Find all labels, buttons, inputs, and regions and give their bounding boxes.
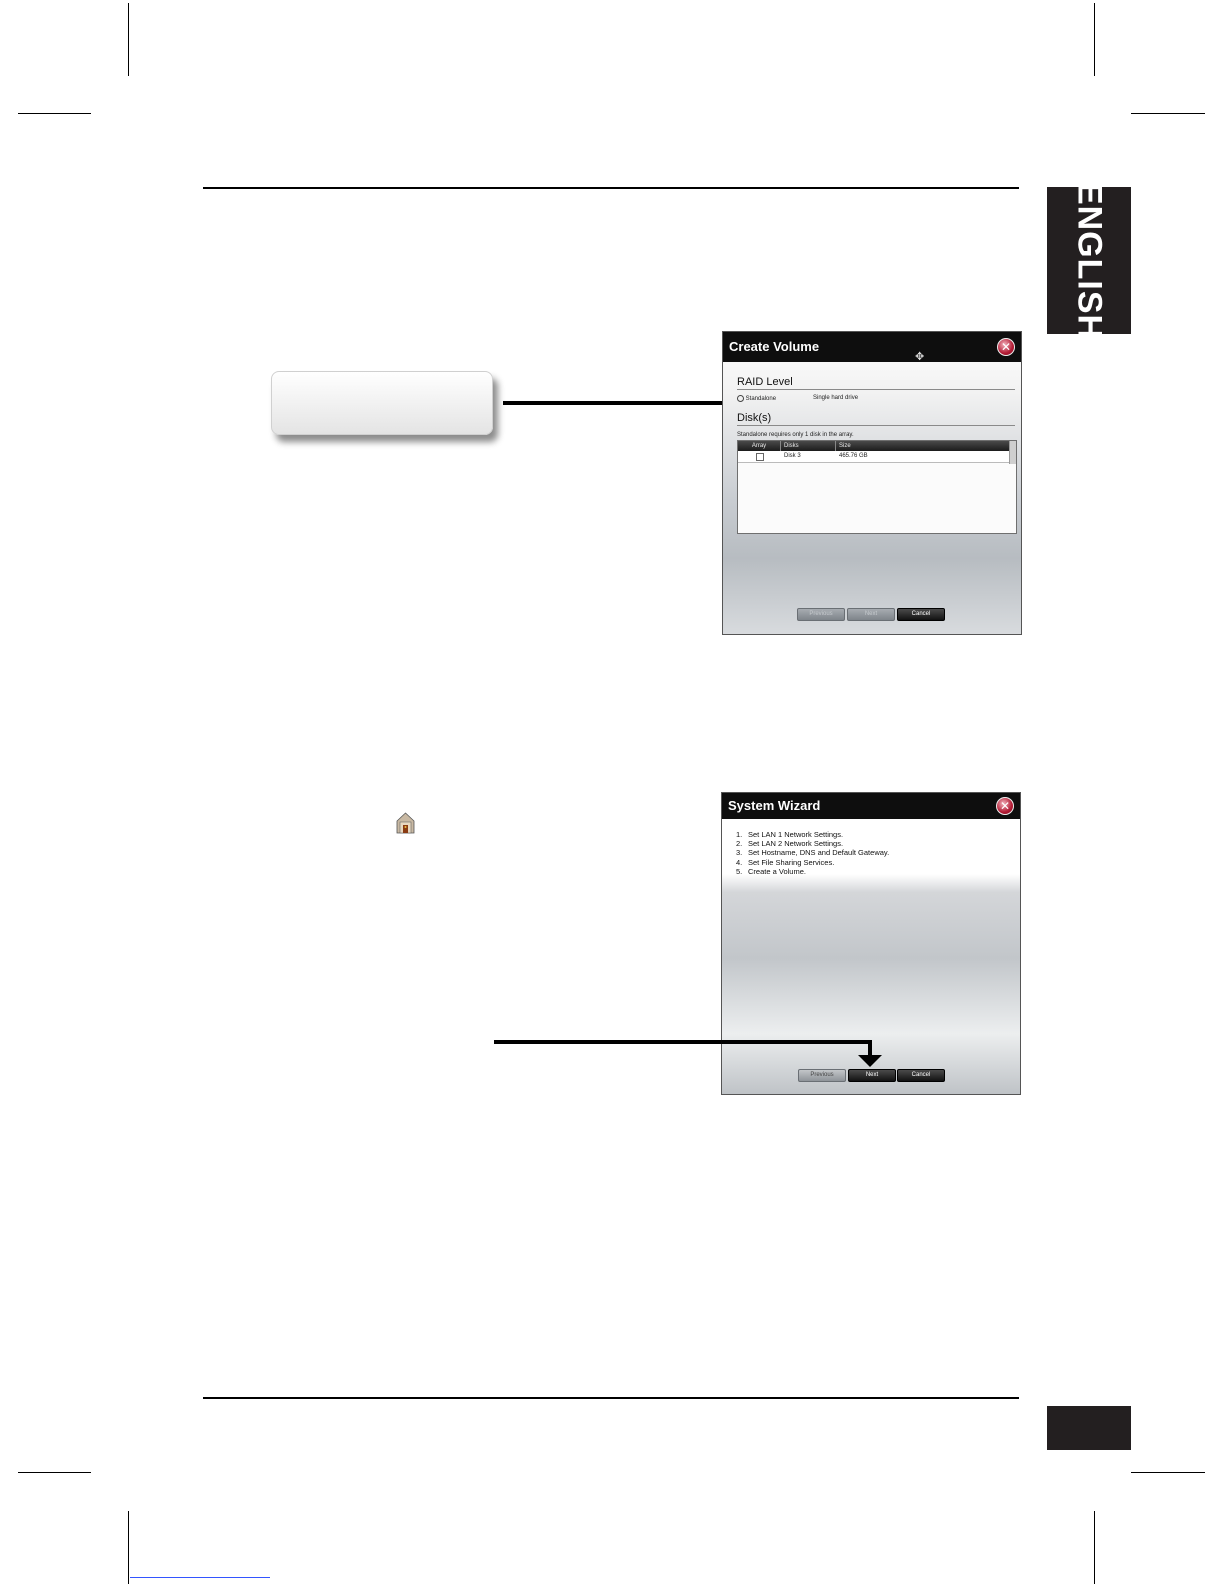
disk-size: 465.76 GB xyxy=(839,453,868,459)
page-number-tab xyxy=(1047,1406,1131,1450)
home-lock-icon xyxy=(396,812,415,834)
crop-mark xyxy=(18,1472,91,1473)
raid-option-label: Standalone xyxy=(745,396,777,403)
connector-line xyxy=(494,1040,872,1044)
table-header xyxy=(738,441,1016,451)
dialog-title-bar xyxy=(723,332,1021,362)
footer-rule xyxy=(203,1397,1019,1399)
raid-option-description: Single hard drive xyxy=(813,395,859,401)
list-item: 4. Set File Sharing Services. xyxy=(736,857,835,867)
next-button[interactable]: Next xyxy=(848,1069,896,1082)
table-row[interactable] xyxy=(738,451,1016,463)
list-item: 2. Set LAN 2 Network Settings. xyxy=(736,839,844,849)
crop-mark xyxy=(18,113,91,114)
column-size[interactable]: Size xyxy=(836,441,1010,451)
section-divider xyxy=(737,425,1015,426)
dialog-title: Create Volume xyxy=(729,339,820,354)
footer-link-underline xyxy=(130,1577,270,1578)
raid-option-radio[interactable] xyxy=(737,395,776,402)
list-item: 3. Set Hostname, DNS and Default Gateway. xyxy=(736,848,890,858)
connector-line xyxy=(868,1040,872,1056)
cancel-button[interactable]: Cancel xyxy=(897,1069,945,1082)
next-button[interactable]: Next xyxy=(847,608,895,621)
dialog-title: System Wizard xyxy=(728,798,821,813)
arrow-head xyxy=(858,1055,882,1067)
crop-mark xyxy=(128,3,129,76)
language-tab xyxy=(1047,181,1131,340)
crop-mark xyxy=(1094,1511,1095,1584)
list-item: 5. Create a Volume. xyxy=(736,866,806,876)
crop-mark xyxy=(1131,113,1205,114)
list-item: 1. Set LAN 1 Network Settings. xyxy=(736,830,844,839)
disks-note: Standalone requires only 1 disk in the array. xyxy=(737,432,854,438)
crop-mark xyxy=(1131,1472,1205,1473)
disk-checkbox[interactable] xyxy=(756,453,764,461)
raid-level-label: RAID Level xyxy=(737,376,793,388)
column-array[interactable]: Array xyxy=(738,441,781,451)
header-rule xyxy=(203,187,1019,189)
cancel-button[interactable]: Cancel xyxy=(897,608,945,621)
disk-name: Disk 3 xyxy=(784,453,801,459)
language-label: ENGLISH xyxy=(1070,181,1109,340)
column-disks[interactable]: Disks xyxy=(781,441,836,451)
close-icon[interactable]: ✕ xyxy=(997,338,1015,356)
dialog-title-bar xyxy=(722,793,1020,819)
close-icon[interactable]: ✕ xyxy=(996,797,1014,815)
disks-label: Disk(s) xyxy=(737,412,772,424)
previous-button[interactable]: Previous xyxy=(798,1069,846,1082)
move-icon[interactable]: ✥ xyxy=(915,351,925,363)
create-volume-dialog xyxy=(722,331,1022,635)
crop-mark xyxy=(1094,3,1095,76)
scrollbar[interactable] xyxy=(1009,441,1016,464)
crop-mark xyxy=(128,1511,129,1584)
disk-table xyxy=(737,440,1017,534)
section-divider xyxy=(737,389,1015,390)
callout-box xyxy=(271,371,493,435)
wizard-steps xyxy=(736,830,889,876)
previous-button[interactable]: Previous xyxy=(797,608,845,621)
